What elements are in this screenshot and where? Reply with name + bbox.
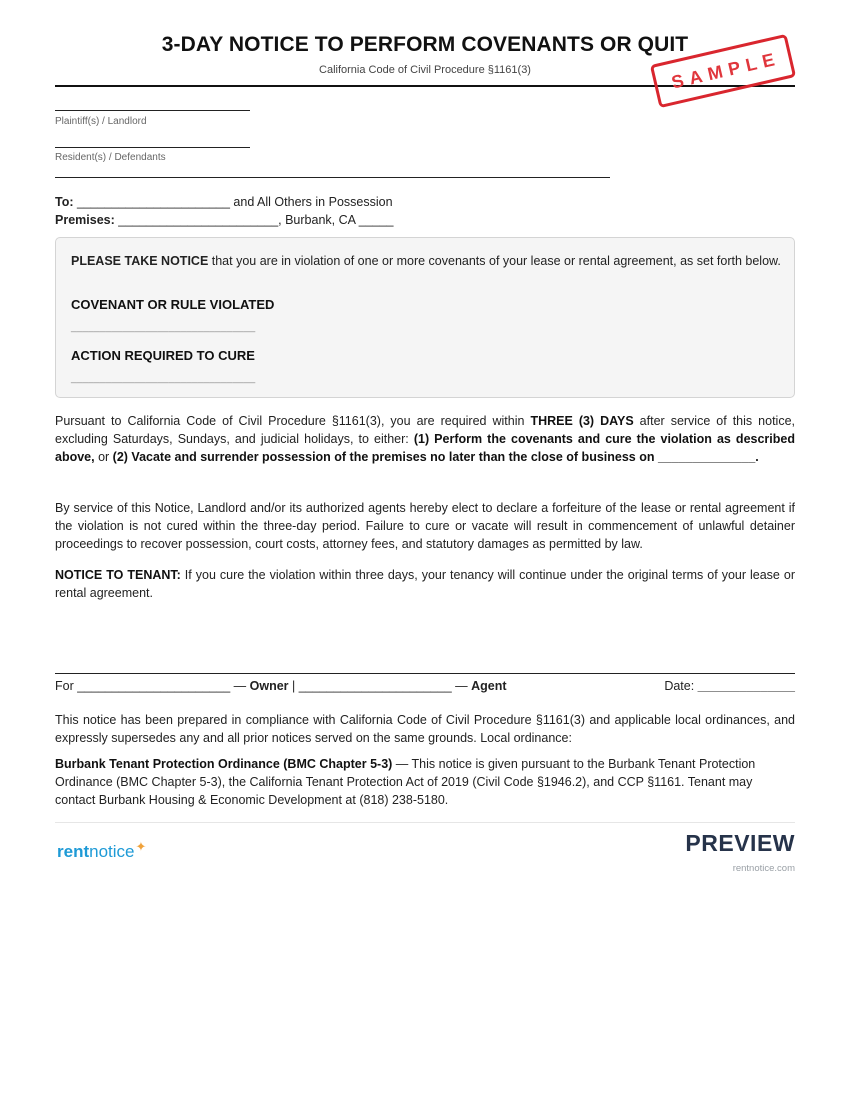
cure-paragraph	[55, 412, 795, 466]
covenant-blank[interactable]: ________________________________	[71, 322, 256, 333]
to-field[interactable]: ______________________ and All Others in Possession	[77, 195, 393, 209]
rentnotice-logo[interactable]	[57, 839, 147, 862]
agent-label: Agent	[471, 679, 507, 693]
caption-divider	[55, 177, 610, 178]
to-line	[55, 195, 393, 209]
page-subtitle: California Code of Civil Procedure §1161(3)	[319, 64, 531, 76]
cure-days: THREE (3) DAYS	[530, 414, 634, 428]
plaintiff-label: Plaintiff(s) / Landlord	[55, 116, 147, 127]
notice-lead-bold: PLEASE TAKE NOTICE	[71, 254, 209, 268]
page-title: 3-DAY NOTICE TO PERFORM COVENANTS OR QUIT	[161, 33, 689, 56]
date-blank[interactable]: ______________	[697, 679, 795, 693]
notice-lead	[71, 252, 783, 270]
covenant-heading: COVENANT OR RULE VIOLATED	[71, 297, 275, 312]
date-field[interactable]	[664, 679, 795, 693]
resident-label: Resident(s) / Defendants	[55, 152, 166, 163]
logo-text-rent: rent	[57, 842, 90, 861]
premises-label: Premises:	[55, 213, 115, 227]
ordinance-title: Burbank Tenant Protection Ordinance (BMC Chapter 5-3)	[55, 757, 393, 771]
owner-label: Owner	[249, 679, 289, 693]
tenant-notice-paragraph	[55, 566, 795, 602]
ordinance-text: — This notice is given pursuant to the Burbank Tenant Protection Ordinance (BMC Chapter 5-3), the California Tenant Protection Act of 2019 (Civil Code §1946.2), and CCP §1161. Tenant may contact Burbank Housing & Economic Development at (818) 238-5180.	[55, 757, 756, 807]
signature-divider	[55, 673, 795, 674]
cure-or: or	[94, 450, 113, 464]
tenant-notice-text: If you cure the violation within three days, your tenancy will continue under the original terms of your lease or rental agreement.	[55, 568, 795, 600]
notice-box	[55, 237, 795, 398]
premises-line	[55, 213, 394, 227]
compliance-paragraph: This notice has been prepared in compliance with California Code of Civil Procedure §1161(3) and applicable local ordinances, and expressly supersedes any and all prior notices served on the same grounds. Local ordinance:	[55, 713, 795, 745]
site-link[interactable]: rentnotice.com	[732, 863, 795, 874]
notice-lead-text: that you are in violation of one or more covenants of your lease or rental agreement, as set forth below.	[208, 254, 781, 268]
date-label: Date:	[664, 679, 698, 693]
tenant-notice-label: NOTICE TO TENANT:	[55, 568, 181, 582]
cure-option-1: (1) Perform the covenants and cure the violation as described above,	[55, 432, 795, 464]
to-label: To:	[55, 195, 74, 209]
plaintiff-signature-line[interactable]	[55, 110, 250, 111]
signature-row	[55, 679, 795, 693]
cure-option-2: (2) Vacate and surrender possession of the premises no later than the close of business on ______________.	[112, 450, 759, 464]
ordinance-paragraph	[55, 755, 795, 809]
for-field[interactable]: For ______________________ —	[55, 679, 250, 693]
logo-text-notice: notice	[89, 842, 135, 861]
cure-text-a: Pursuant to California Code of Civil Procedure §1161(3), you are required within	[55, 414, 531, 428]
resident-signature-line[interactable]	[55, 147, 250, 148]
notice-page	[55, 0, 795, 1100]
premises-field[interactable]: _______________________, Burbank, CA _____	[118, 213, 394, 227]
cure-text-b: after service of this notice, excluding Saturdays, Sundays, and judicial holidays, to either:	[55, 414, 795, 446]
action-heading: ACTION REQUIRED TO CURE	[71, 348, 255, 363]
preview-label: PREVIEW	[685, 830, 795, 856]
action-blank[interactable]: ________________________________	[71, 373, 256, 384]
forfeiture-paragraph: By service of this Notice, Landlord and/or its authorized agents hereby elect to declare a forfeiture of the lease or rental agreement if the violation is not cured within the three-day period. Failure to cure or vacate will result in commencement of unlawful detainer proceedings to recover possession, court costs, attorney fees, and statutory damages as permitted by law.	[55, 501, 795, 551]
sample-stamp-text: SAMPLE	[669, 47, 783, 93]
footer-divider	[55, 822, 795, 823]
agent-field[interactable]: | ______________________ —	[288, 679, 472, 693]
sparkle-icon: ✦	[135, 839, 147, 854]
